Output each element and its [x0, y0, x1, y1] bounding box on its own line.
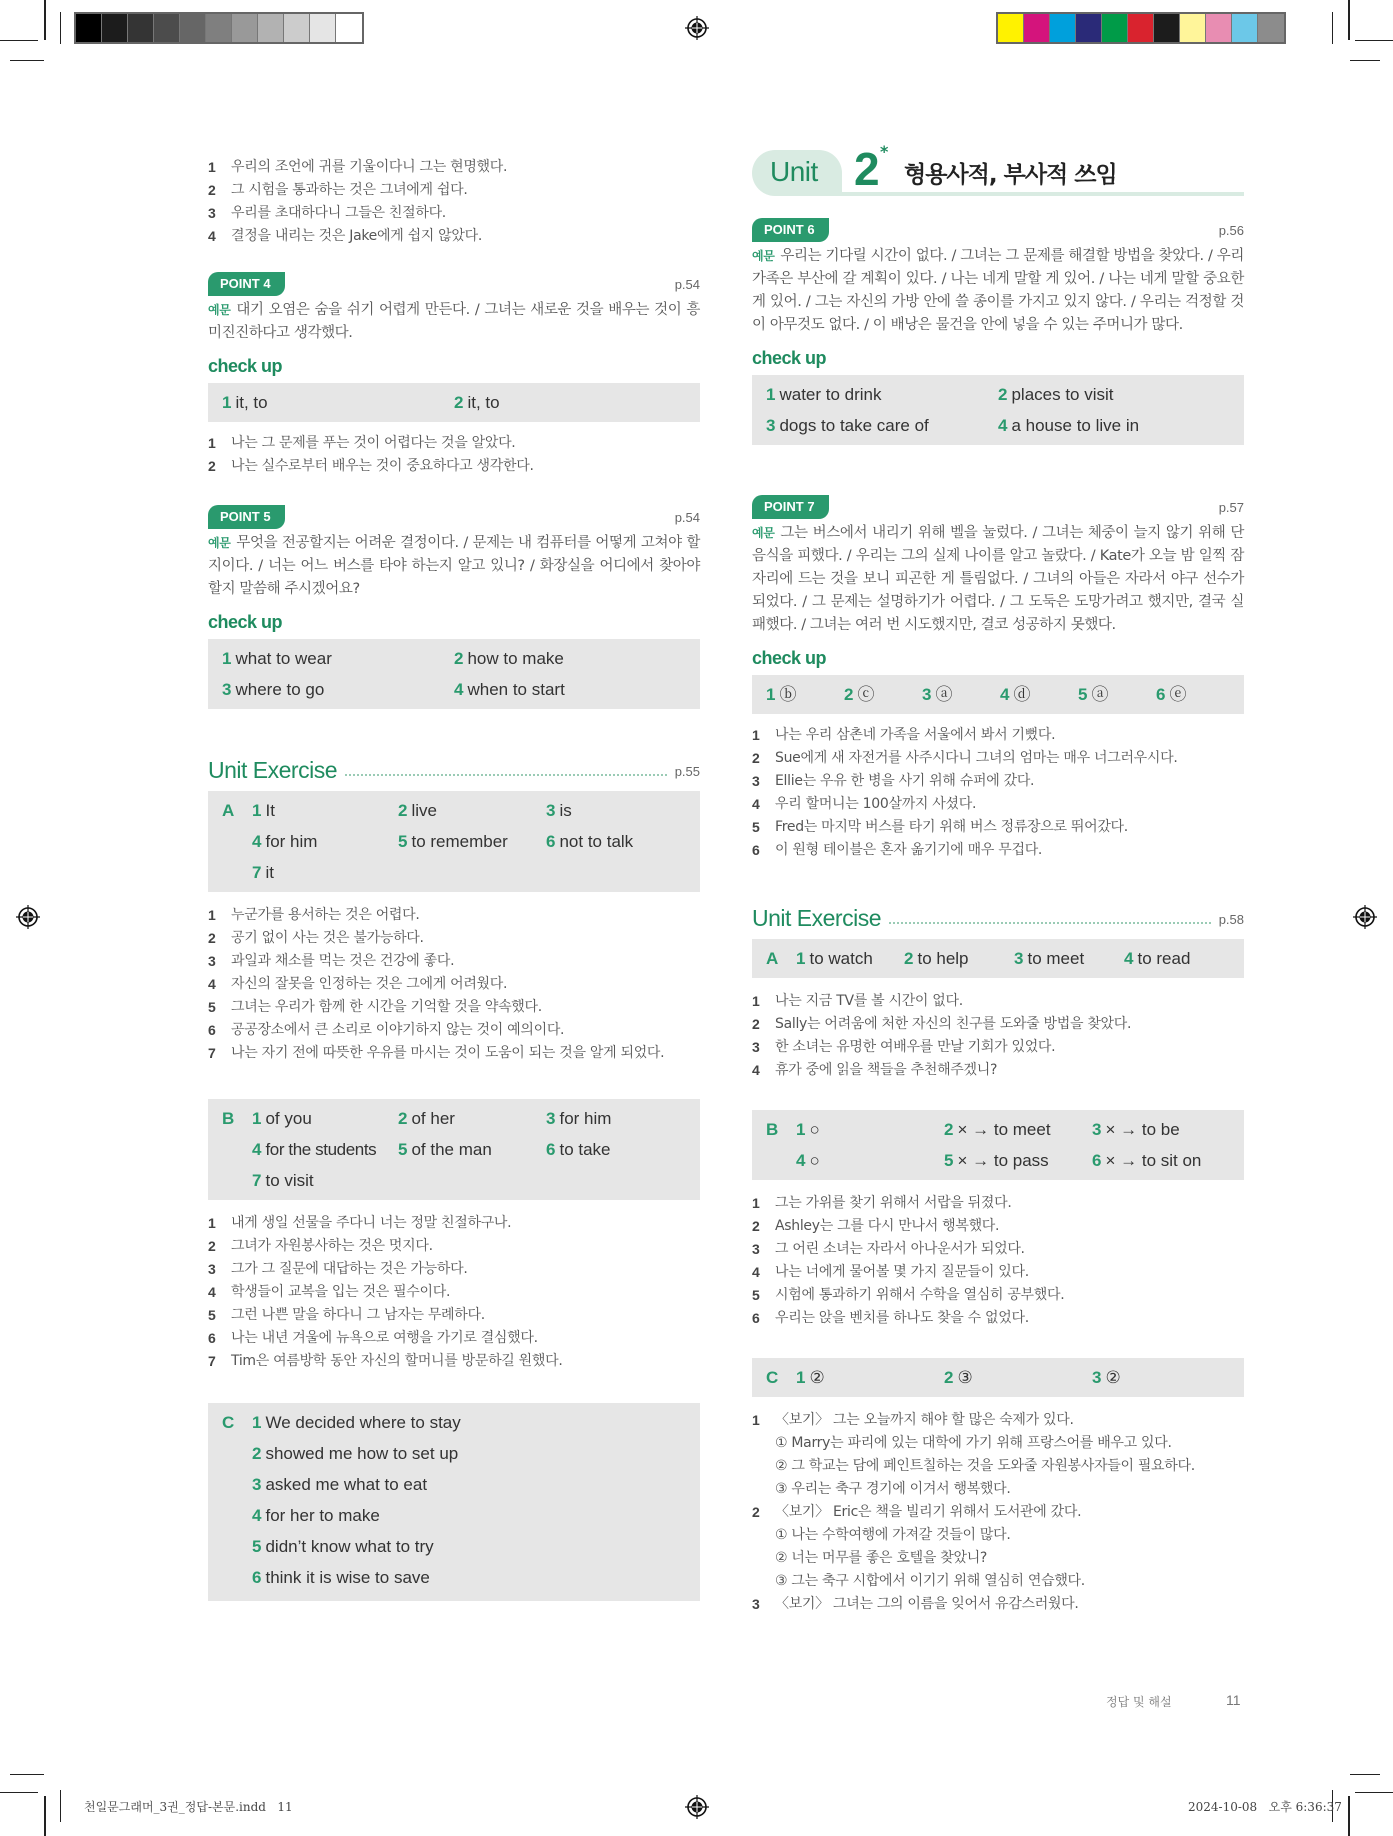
color-swatch	[1050, 14, 1076, 42]
answer-box	[208, 639, 700, 709]
answer-item: 4 for him	[252, 832, 318, 851]
unit-number: 2	[854, 143, 880, 195]
translation-list	[752, 1192, 1244, 1330]
answer-item: 4 to read	[1124, 949, 1191, 968]
translation-list	[208, 904, 700, 1065]
crop-mark	[1348, 0, 1350, 40]
list-item: 3 Ellie는 우유 한 병을 사기 위해 슈퍼에 갔다.	[752, 773, 1035, 789]
dotted-leader	[889, 922, 1211, 924]
color-swatch	[1024, 14, 1050, 42]
gray-swatch	[128, 14, 154, 42]
slug-datetime: 2024-10-08 오후 6:36:37	[1188, 1800, 1342, 1814]
list-item: 1 나는 우리 삼촌네 가족을 서울에서 봐서 기뻤다.	[752, 727, 1056, 743]
answer-item: 2 ⓒ	[844, 685, 875, 704]
section-letter: A	[766, 949, 779, 968]
point-7-section	[752, 495, 1244, 862]
check-up-heading: check up	[752, 648, 827, 668]
section-letter: B	[222, 1109, 235, 1128]
example-tag: 예문	[752, 526, 775, 540]
crop-mark	[60, 1790, 61, 1822]
answer-item: 7 it	[252, 863, 274, 882]
list-item: ② 그 학교는 담에 페인트칠하는 것을 도와줄 자원봉사자들이 필요하다.	[775, 1458, 1195, 1474]
list-item: 2 Ashley는 그를 다시 만나서 행복했다.	[752, 1218, 1000, 1234]
page-number: 11	[1226, 1692, 1241, 1708]
gray-swatch	[180, 14, 206, 42]
section-title: Unit Exercise	[208, 757, 337, 783]
page-reference: p.54	[674, 509, 700, 525]
answer-item: 1 ②	[796, 1368, 825, 1387]
crop-mark	[10, 60, 44, 61]
answer-item: 6 to take	[546, 1140, 611, 1159]
answer-item: 2 how to make	[454, 649, 564, 668]
list-item: 2 〈보기〉 Eric은 책을 빌리기 위해서 도서관에 갔다.	[752, 1504, 1082, 1520]
crop-mark	[0, 40, 38, 41]
section-letter: B	[766, 1120, 779, 1139]
list-item: 3 〈보기〉 그녀는 그의 이름을 잊어서 유감스러웠다.	[752, 1596, 1079, 1612]
list-item: 2 그녀가 자원봉사하는 것은 멋지다.	[208, 1238, 433, 1254]
page-reference: p.56	[1218, 222, 1244, 238]
example-text: 예문 우리는 기다릴 시간이 없다. / 그녀는 그 문제를 해결할 방법을 찾았다. / 우리 가족은 부산에 갈 계획이 있다. / 나는 네게 말할 게 있어. / 나는 네게 말할 중요한 게 있어. / 그는 자신의 가방 안에 쓸 종이를 가지고 있지 않다. / 우리는 걱정할 것이 아무것도 없다. / 이 배낭은 물건을 안에 넣을 수 있는 주머니가 많다.	[752, 248, 1244, 333]
list-item: 2 Sue에게 새 자전거를 사주시다니 그녀의 엄마는 매우 너그러우시다.	[752, 750, 1178, 766]
check-up-heading: check up	[752, 348, 827, 368]
answer-box-b	[208, 1099, 700, 1200]
answer-item: 4 ○	[796, 1151, 820, 1170]
example-text: 예문 무엇을 전공할지는 어려운 결정이다. / 문제는 내 컴퓨터를 어떻게 고쳐야 할지이다. / 너는 어느 버스를 타야 하는지 알고 있니? / 화장실을 어디에서 찾아야 할지 말씀해 주시겠어요?	[208, 535, 700, 597]
answer-box-b	[752, 1110, 1244, 1180]
translation-list	[208, 432, 700, 478]
unit-title: 형용사적, 부사적 쓰임	[904, 162, 1117, 188]
answer-box	[752, 675, 1244, 714]
example-text: 예문 그는 버스에서 내리기 위해 벨을 눌렀다. / 그녀는 체중이 늘지 않기 위해 단 음식을 피했다. / 우리는 그의 실제 나이를 알고 놀랐다. / Kate가 오늘 밤 일찍 잠자리에 드는 것을 보니 피곤한 게 틀림없다. / 그녀의 아들은 자라서 야구 선수가 되었다. / 그 문제는 설명하기가 어렵다. / 그 도둑은 도망가려고 했지만, 결국 실패했다. / 그녀는 여러 번 시도했지만, 결코 성공하지 못했다.	[752, 525, 1244, 633]
registration-mark-icon	[1352, 904, 1378, 930]
crop-mark	[1348, 1796, 1350, 1836]
list-item: 6 이 원형 테이블은 혼자 옮기기에 매우 무겁다.	[752, 842, 1043, 858]
page-reference: p.57	[1218, 499, 1244, 515]
list-item: 4 나는 너에게 물어볼 몇 가지 질문들이 있다.	[752, 1264, 1029, 1280]
unit-label: Unit	[770, 156, 818, 187]
answer-item: 5 didn’t know what to try	[252, 1537, 434, 1556]
unit-exercise-section	[752, 903, 1244, 1616]
answer-item: 6 ⓔ	[1156, 685, 1187, 704]
list-item: ① 나는 수학여행에 가져갈 것들이 많다.	[775, 1527, 1011, 1543]
color-swatch	[1232, 14, 1258, 42]
answer-box	[208, 383, 700, 422]
translation-list	[752, 990, 1244, 1082]
list-item: 2 그 시험을 통과하는 것은 그녀에게 쉽다.	[208, 182, 468, 198]
point-badge: POINT 6	[752, 218, 829, 242]
registration-mark-icon	[684, 1794, 710, 1820]
answer-item: 1 ○	[796, 1120, 820, 1139]
check-up-heading: check up	[208, 356, 283, 376]
crop-mark	[1350, 60, 1380, 61]
section-letter: C	[766, 1368, 779, 1387]
answer-item: 3 for him	[546, 1109, 612, 1128]
list-item: ③ 우리는 축구 경기에 이겨서 행복했다.	[775, 1481, 1011, 1497]
answer-item: 2 ③	[944, 1368, 973, 1387]
section-title: Unit Exercise	[752, 905, 881, 931]
answer-item: 4 ⓓ	[1000, 685, 1031, 704]
answer-box-c	[208, 1403, 700, 1601]
translation-list	[752, 1409, 1244, 1616]
list-item: 1 나는 그 문제를 푸는 것이 어렵다는 것을 알았다.	[208, 435, 516, 451]
list-item: 4 결정을 내리는 것은 Jake에게 쉽지 않았다.	[208, 228, 482, 244]
list-item: 1 우리의 조언에 귀를 기울이다니 그는 현명했다.	[208, 159, 508, 175]
answer-item: 3 is	[546, 801, 572, 820]
answer-item: 3 where to go	[222, 680, 325, 699]
point-4-section	[208, 272, 700, 478]
answer-item: 1 of you	[252, 1109, 312, 1128]
crop-mark	[1332, 12, 1333, 44]
gray-swatch	[284, 14, 310, 42]
cmyk-color-bar	[996, 12, 1286, 44]
point-badge: POINT 7	[752, 495, 829, 519]
page-reference: p.58	[1218, 912, 1244, 927]
crop-mark	[1355, 40, 1393, 41]
example-tag: 예문	[208, 536, 231, 550]
registration-mark-icon	[15, 904, 41, 930]
list-item: 1 나는 지금 TV를 볼 시간이 없다.	[752, 993, 963, 1009]
answer-item: 7 to visit	[252, 1171, 314, 1190]
gray-swatch	[206, 14, 232, 42]
color-swatch	[1258, 14, 1284, 42]
crop-mark	[0, 1792, 38, 1793]
color-swatch	[998, 14, 1024, 42]
answer-item: 2 showed me how to set up	[252, 1444, 459, 1463]
color-swatch	[1206, 14, 1232, 42]
list-item: 6 우리는 앉을 벤치를 하나도 찾을 수 없었다.	[752, 1310, 1029, 1326]
list-item: 2 Sally는 어려움에 처한 자신의 친구를 도와줄 방법을 찾았다.	[752, 1016, 1132, 1032]
answer-box-a	[208, 791, 700, 892]
answer-item: 2 × → to meet	[944, 1120, 1051, 1139]
gray-swatch	[102, 14, 128, 42]
asterisk-icon: *	[880, 142, 889, 161]
footer-section-label: 정답 및 해설	[1106, 1695, 1172, 1709]
answer-item: 6 × → to sit on	[1092, 1151, 1202, 1170]
slug-filename: 천일문그래머_3권_정답-본문.indd 11	[84, 1800, 293, 1814]
answer-item: 5 to remember	[398, 832, 508, 851]
color-swatch	[1180, 14, 1206, 42]
example-tag: 예문	[208, 303, 231, 317]
crop-mark	[60, 12, 61, 44]
answer-box-a	[752, 939, 1244, 978]
page-reference: p.54	[674, 276, 700, 292]
list-item: 3 우리를 초대하다니 그들은 친절하다.	[208, 205, 446, 221]
gray-swatch	[310, 14, 336, 42]
answer-item: 4 for the students	[252, 1140, 377, 1159]
gray-swatch	[232, 14, 258, 42]
answer-item: 2 live	[398, 801, 437, 820]
answer-item: 1 it, to	[222, 393, 268, 412]
answer-item: 2 it, to	[454, 393, 500, 412]
color-swatch	[1102, 14, 1128, 42]
answer-item: 4 a house to live in	[998, 416, 1140, 435]
answer-item: 4 when to start	[454, 680, 565, 699]
point-badge: POINT 5	[208, 505, 285, 529]
list-item: ② 너는 머무를 좋은 호텔을 찾았니?	[775, 1550, 988, 1566]
answer-item: 1 It	[252, 801, 275, 820]
answer-item: 5 × → to pass	[944, 1151, 1049, 1170]
section-letter: A	[222, 801, 235, 820]
crop-mark	[44, 0, 46, 40]
crop-mark	[1350, 1774, 1380, 1775]
check-up-heading: check up	[208, 612, 283, 632]
registration-mark-icon	[684, 15, 710, 41]
gray-swatch	[336, 14, 362, 42]
list-item: 5 그녀는 우리가 함께 한 시간을 기억할 것을 약속했다.	[208, 999, 542, 1015]
list-item: ③ 그는 축구 시합에서 이기기 위해 열심히 연습했다.	[775, 1573, 1085, 1589]
list-item: 5 그런 나쁜 말을 하다니 그 남자는 무례하다.	[208, 1307, 485, 1323]
answer-item: 1 to watch	[796, 949, 873, 968]
gray-swatch	[154, 14, 180, 42]
answer-item: 5 of the man	[398, 1140, 492, 1159]
answer-item: 6 think it is wise to save	[252, 1568, 430, 1587]
answer-item: 3 dogs to take care of	[766, 416, 929, 435]
list-item: 1 누군가를 용서하는 것은 어렵다.	[208, 907, 420, 923]
gray-swatch	[258, 14, 284, 42]
translation-list	[752, 724, 1244, 862]
list-item: 4 학생들이 교복을 입는 것은 필수이다.	[208, 1284, 451, 1300]
list-item: 4 휴가 중에 읽을 책들을 추천해주겠니?	[752, 1062, 998, 1078]
list-item: 6 나는 내년 겨울에 뉴욕으로 여행을 가기로 결심했다.	[208, 1330, 538, 1346]
grayscale-color-bar	[74, 12, 364, 44]
dotted-leader	[345, 774, 667, 776]
crop-mark	[44, 1796, 46, 1836]
answer-item: 3 × → to be	[1092, 1120, 1180, 1139]
unit-exercise-section	[208, 755, 700, 1601]
answer-item: 5 ⓐ	[1078, 685, 1109, 704]
answer-item: 1 ⓑ	[766, 685, 797, 704]
color-swatch	[1076, 14, 1102, 42]
list-item: 4 자신의 잘못을 인정하는 것은 그에게 어려웠다.	[208, 976, 508, 992]
answer-box	[752, 375, 1244, 445]
crop-mark	[1355, 1792, 1393, 1793]
color-swatch	[1128, 14, 1154, 42]
translation-list	[208, 156, 700, 248]
answer-box-c	[752, 1358, 1244, 1397]
list-item: 1 〈보기〉 그는 오늘까지 해야 할 많은 숙제가 있다.	[752, 1412, 1074, 1428]
list-item: 1 내게 생일 선물을 주다니 너는 정말 친절하구나.	[208, 1215, 512, 1231]
point-badge: POINT 4	[208, 272, 285, 296]
translation-list	[208, 1212, 700, 1373]
list-item: 7 Tim은 여름방학 동안 자신의 할머니를 방문하길 원했다.	[208, 1353, 563, 1369]
unit-header	[752, 142, 1244, 198]
point-6-section	[752, 218, 1244, 445]
unit-underline	[840, 192, 1244, 196]
list-item: 5 시험에 통과하기 위해서 수학을 열심히 공부했다.	[752, 1287, 1065, 1303]
list-item: 3 그 어린 소녀는 자라서 아나운서가 되었다.	[752, 1241, 1025, 1257]
example-text: 예문 대기 오염은 숨을 쉬기 어렵게 만든다. / 그녀는 새로운 것을 배우는 것이 흥미진진하다고 생각했다.	[208, 302, 700, 341]
list-item: 6 공공장소에서 큰 소리로 이야기하지 않는 것이 예의이다.	[208, 1022, 565, 1038]
point-5-section	[208, 505, 700, 709]
crop-mark	[10, 1774, 44, 1775]
page-reference: p.55	[674, 764, 700, 779]
answer-item: 1 what to wear	[222, 649, 332, 668]
answer-item: 1 We decided where to stay	[252, 1413, 461, 1432]
color-swatch	[1154, 14, 1180, 42]
list-item: ① Marry는 파리에 있는 대학에 가기 위해 프랑스어를 배우고 있다.	[775, 1435, 1172, 1451]
answer-item: 2 to help	[904, 949, 969, 968]
list-item: 2 공기 없이 사는 것은 불가능하다.	[208, 930, 424, 946]
answer-item: 3 ⓐ	[922, 685, 953, 704]
list-item: 1 그는 가위를 찾기 위해서 서랍을 뒤졌다.	[752, 1195, 1012, 1211]
section-letter: C	[222, 1413, 235, 1432]
gray-swatch	[76, 14, 102, 42]
list-item: 5 Fred는 마지막 버스를 타기 위해 버스 정류장으로 뛰어갔다.	[752, 819, 1128, 835]
list-item: 3 과일과 채소를 먹는 것은 건강에 좋다.	[208, 953, 455, 969]
list-item: 3 한 소녀는 유명한 여배우를 만날 기회가 있었다.	[752, 1039, 1056, 1055]
list-item: 4 우리 할머니는 100살까지 사셨다.	[752, 796, 977, 812]
answer-item: 3 ②	[1092, 1368, 1121, 1387]
answer-item: 2 places to visit	[998, 385, 1114, 404]
answer-item: 6 not to talk	[546, 832, 634, 851]
answer-item: 2 of her	[398, 1109, 455, 1128]
answer-item: 1 water to drink	[766, 385, 882, 404]
list-item: 7 나는 자기 전에 따뜻한 우유를 마시는 것이 도움이 되는 것을 알게 되었다.	[208, 1045, 665, 1061]
answer-item: 3 to meet	[1014, 949, 1085, 968]
list-item: 2 나는 실수로부터 배우는 것이 중요하다고 생각한다.	[208, 458, 534, 474]
answer-item: 3 asked me what to eat	[252, 1475, 428, 1494]
list-item: 3 그가 그 질문에 대답하는 것은 가능하다.	[208, 1261, 468, 1277]
example-tag: 예문	[752, 249, 775, 263]
answer-item: 4 for her to make	[252, 1506, 380, 1525]
